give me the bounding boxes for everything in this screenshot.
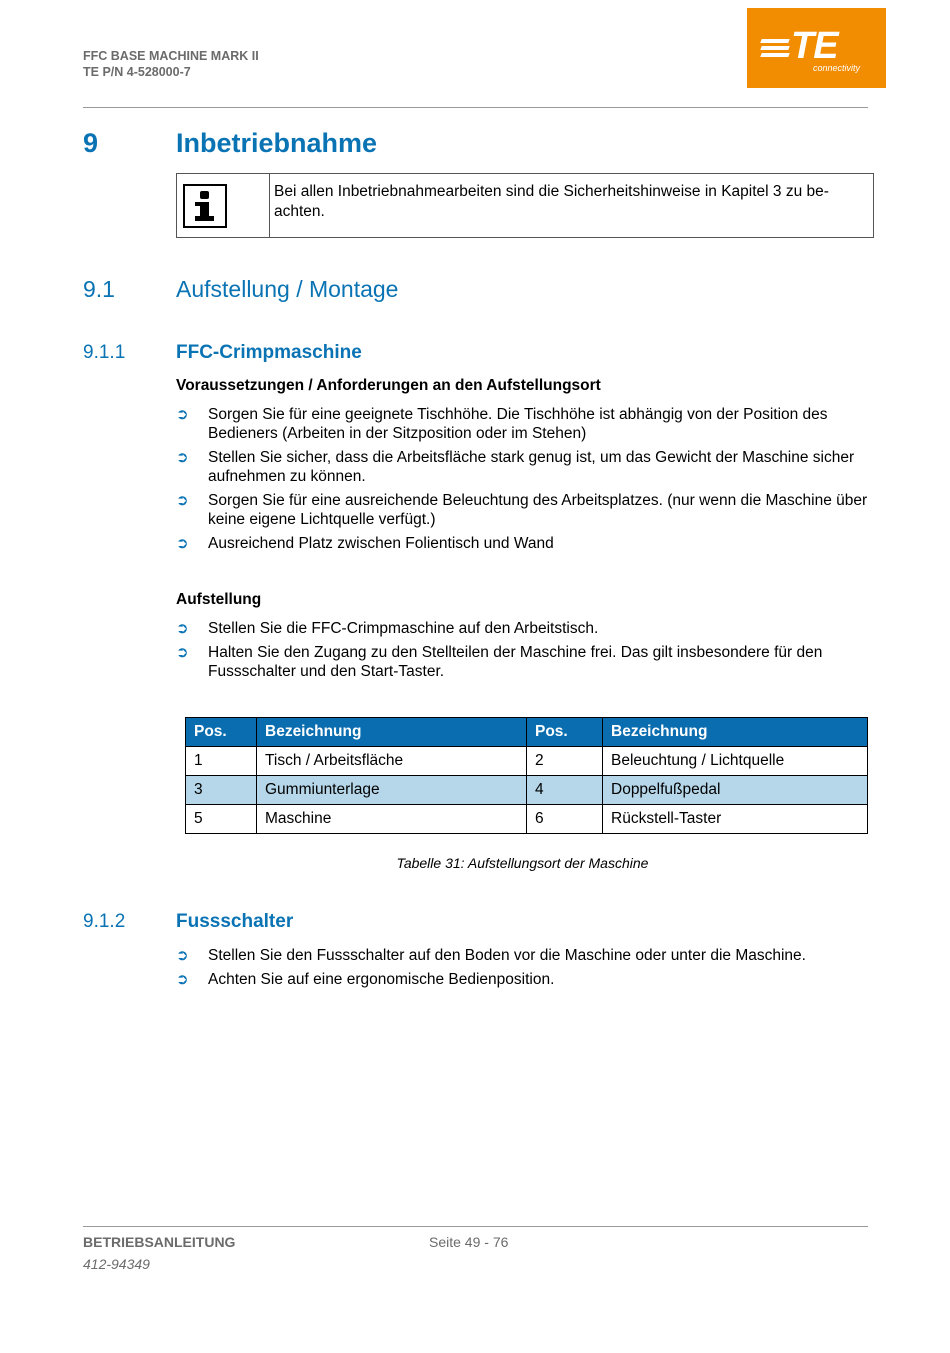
table-row [186,776,868,805]
arrow-bullet-icon: ➲ [176,620,189,637]
sub2-number: 9.1.2 [83,911,126,932]
logo-text: TE [791,25,838,67]
arrow-bullet-icon: ➲ [176,406,189,423]
requirements-heading: Voraussetzungen / Anforderungen an den Aufstellungsort [176,377,601,394]
requirements-list [176,405,876,558]
list-item: ➲ Halten Sie den Zugang zu den Stellteilen der Maschine frei. Das gilt insbesondere für den Fussschalter und den Start-Taster. [176,644,823,680]
list-item: ➲ Stellen Sie sicher, dass die Arbeitsfläche stark genug ist, um das Gewicht der Maschine sicher aufnehmen zu können. [176,449,855,485]
table-cell: 2 [527,747,603,776]
table-header-cell: Bezeichnung [257,718,527,747]
info-icon [183,184,227,228]
section-title: Inbetriebnahme [176,128,378,158]
footer-divider [83,1226,868,1227]
arrow-bullet-icon: ➲ [176,947,189,964]
table-header-cell: Pos. [527,718,603,747]
table-header-cell: Bezeichnung [603,718,868,747]
logo-mark [761,25,838,67]
subsection-number: 9.1 [83,276,115,302]
arrow-bullet-icon: ➲ [176,492,189,509]
footer-doc-type: BETRIEBSANLEITUNG [83,1234,236,1250]
sub1-number: 9.1.1 [83,342,126,363]
table-row [186,747,868,776]
logo-subtitle: connectivity [812,63,860,73]
arrow-bullet-icon: ➲ [176,449,189,466]
header-part-number: TE P/N 4-528000-7 [83,65,191,79]
setup-heading: Aufstellung [176,591,262,608]
logo-stripes-icon [761,36,789,60]
te-connectivity-logo [747,8,886,88]
table-header-row [186,718,868,747]
table-cell: 4 [527,776,603,805]
table-cell: Maschine [257,805,527,834]
header-divider [83,107,868,108]
list-item: ➲ Sorgen Sie für eine geeignete Tischhöhe. Die Tischhöhe ist abhängig von der Position des Bedieners (Arbeiten in der Sitzposition oder im Stehen) [176,406,828,442]
sub2-title: Fussschalter [176,911,294,932]
table-cell: Beleuchtung / Lichtquelle [603,747,868,776]
section-number: 9 [83,128,99,158]
table-cell: 6 [527,805,603,834]
header-product-name: FFC BASE MACHINE MARK II [83,49,259,63]
table-row [186,805,868,834]
list-item: ➲ Ausreichend Platz zwischen Folientisch und Wand [176,535,554,552]
table-cell: Gummiunterlage [257,776,527,805]
table-cell: 3 [186,776,257,805]
table-cell: Tisch / Arbeitsfläche [257,747,527,776]
list-item: ➲ Stellen Sie die FFC-Crimpmaschine auf den Arbeitstisch. [176,620,599,637]
table-cell: 1 [186,747,257,776]
footswitch-list [176,946,876,994]
arrow-bullet-icon: ➲ [176,971,189,988]
footer-doc-number: 412-94349 [83,1256,150,1272]
info-icon-cell [177,174,270,237]
info-note-box [176,173,874,238]
info-note-text: Bei allen Inbetriebnahmearbeiten sind die Sicherheitshinweise in Kapitel 3 zu be-achten. [274,183,829,220]
list-item: ➲ Sorgen Sie für eine ausreichende Beleuchtung des Arbeitsplatzes. (nur wenn die Maschine über keine eigene Lichtquelle verfügt.) [176,492,868,528]
sub1-title: FFC-Crimpmaschine [176,342,362,363]
arrow-bullet-icon: ➲ [176,535,189,552]
list-item: ➲ Stellen Sie den Fussschalter auf den Boden vor die Maschine oder unter die Maschine. [176,947,806,964]
setup-list [176,619,876,686]
footer-page-number: Seite 49 - 76 [429,1234,509,1250]
table-caption: Tabelle 31: Aufstellungsort der Maschine [396,855,649,871]
arrow-bullet-icon: ➲ [176,644,189,661]
table-header-cell: Pos. [186,718,257,747]
table-cell: Doppelfußpedal [603,776,868,805]
table-cell: Rückstell-Taster [603,805,868,834]
table-cell: 5 [186,805,257,834]
setup-location-table [185,717,868,834]
list-item: ➲ Achten Sie auf eine ergonomische Bedienposition. [176,971,555,988]
subsection-title: Aufstellung / Montage [176,276,399,302]
